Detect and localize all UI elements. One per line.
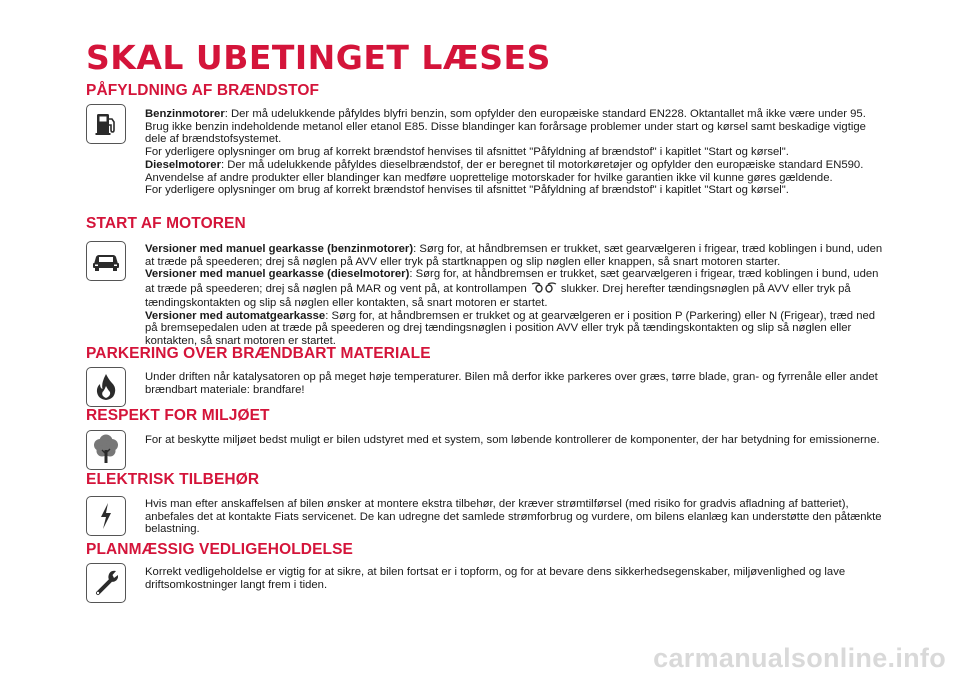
parking-paragraph: Under driften når katalysatoren op på meget høje temperaturer. Bilen må derfor ikke parkeres over græs, tørre blade, gran- og fyrrenåle eller andet brændbart materiale: brandfare! bbox=[145, 371, 878, 396]
electrical-text bbox=[145, 498, 885, 536]
electrical-paragraph: Hvis man efter anskaffelsen af bilen ønsker at montere ekstra tilbehør, der kræver strømtilførsel (med risiko for gradvis afladning af batteriet), anbefales det at kontakte Fiats servicenet. De kan udregne det samlede strømforbrug og vurdere, om bilens elanlæg kan understøtte den påtænkte belastning. bbox=[145, 498, 882, 536]
parking-heading: PARKERING OVER BRÆNDBART MATERIALE bbox=[86, 345, 431, 362]
manual-petrol-text: : Sørg for, at håndbremsen er trukket, sæt gearvælgeren i frigear, træd koblingen i bund, uden at træde på speederen; drej så nøglen på AVV eller tryk på startknappen og slip nøglen eller knappen, så snart motoren starter. bbox=[145, 243, 883, 268]
environment-paragraph: For at beskytte miljøet bedst muligt er bilen udstyret med et system, som løbende kontrollerer de komponenter, der har betydning for emissionerne. bbox=[145, 434, 880, 446]
environment-text bbox=[145, 434, 885, 447]
maintenance-heading: PLANMÆSSIG VEDLIGEHOLDELSE bbox=[86, 541, 353, 558]
petrol-label: Benzinmotorer bbox=[145, 108, 225, 120]
fire-icon bbox=[86, 367, 126, 407]
maintenance-paragraph: Korrekt vedligeholdelse er vigtig for at sikre, at bilen fortsat er i topform, og for at bevare dens sikkerhedsegenskaber, miljøvenlighed og lave driftsomkostninger langt frem i tiden. bbox=[145, 566, 846, 591]
petrol-text: : Der må udelukkende påfyldes blyfri benzin, som opfylder den europæiske standard EN228. Oktantallet må ikke være under 95. Brug ikke benzin indeholdende metanol eller etanol E85. Disse blandinger kan forårsage problemer under start og kørsel samt beskadige vigtige dele af brændstofsystemet. bbox=[145, 108, 866, 146]
environment-heading: RESPEKT FOR MILJØET bbox=[86, 407, 270, 424]
manual-petrol-label: Versioner med manuel gearkasse (benzinmotorer) bbox=[145, 243, 414, 255]
diesel-more: For yderligere oplysninger om brug af korrekt brændstof henvises til afsnittet "Påfyldning af brændstof" i kapitlet "Start og kørsel". bbox=[145, 184, 789, 197]
car-icon bbox=[86, 241, 126, 281]
wrench-icon bbox=[86, 563, 126, 603]
start-text bbox=[145, 243, 885, 348]
diesel-text: : Der må udelukkende påfyldes dieselbrændstof, der er beregnet til motorkøretøjer og opfylder den europæiske standard EN590. Anvendelse af andre produkter eller blandinger kan medføre uoprettelige motorskader for hvilke garantien ikke vil kunne gøres gældende. bbox=[145, 158, 864, 184]
manual-diesel-text-a: : Sørg for, at håndbremsen er trukket, sæt gearvælgeren i frigear, træd koblingen i bund, uden at træde på speederen; drej så nøglen på MAR og vent på, at kontrollampen bbox=[145, 268, 879, 296]
start-heading: START AF MOTOREN bbox=[86, 215, 246, 232]
manual-diesel-text-b: slukker. Drej herefter tændingsnøglen på AVV eller tryk på tændingskontakten og slip så nøglen eller kontakten, så snart motoren er startet. bbox=[145, 283, 851, 309]
diesel-label: Dieselmotorer bbox=[145, 158, 221, 171]
fuel-text bbox=[145, 108, 885, 197]
watermark: carmanualsonline.info bbox=[653, 643, 946, 673]
petrol-more: For yderligere oplysninger om brug af korrekt brændstof henvises til afsnittet "Påfyldning af brændstof" i kapitlet "Start og kørsel". bbox=[145, 146, 789, 159]
page-title: SKAL UBETINGET LÆSES bbox=[86, 38, 551, 77]
tree-icon bbox=[86, 430, 126, 470]
lightning-icon bbox=[86, 496, 126, 536]
glow-plug-icon bbox=[530, 281, 558, 297]
fuel-pump-icon bbox=[86, 104, 126, 144]
auto-text: : Sørg for, at håndbremsen er trukket og at gearvælgeren er i position P (Parkering) eller N (Frigear), træd ned på bremsepedalen uden at træde på speederen og drej tændingsnøglen i position AVV eller tryk på tændingskontakten og slip så nøglen eller kontakten, så snart motoren er startet. bbox=[145, 309, 876, 347]
fuel-heading: PÅFYLDNING AF BRÆNDSTOF bbox=[86, 82, 320, 99]
parking-text bbox=[145, 371, 885, 396]
manual-diesel-label: Versioner med manuel gearkasse (dieselmotorer) bbox=[145, 268, 410, 281]
electrical-heading: ELEKTRISK TILBEHØR bbox=[86, 471, 260, 488]
auto-label: Versioner med automatgearkasse bbox=[145, 309, 326, 322]
maintenance-text bbox=[145, 566, 885, 591]
